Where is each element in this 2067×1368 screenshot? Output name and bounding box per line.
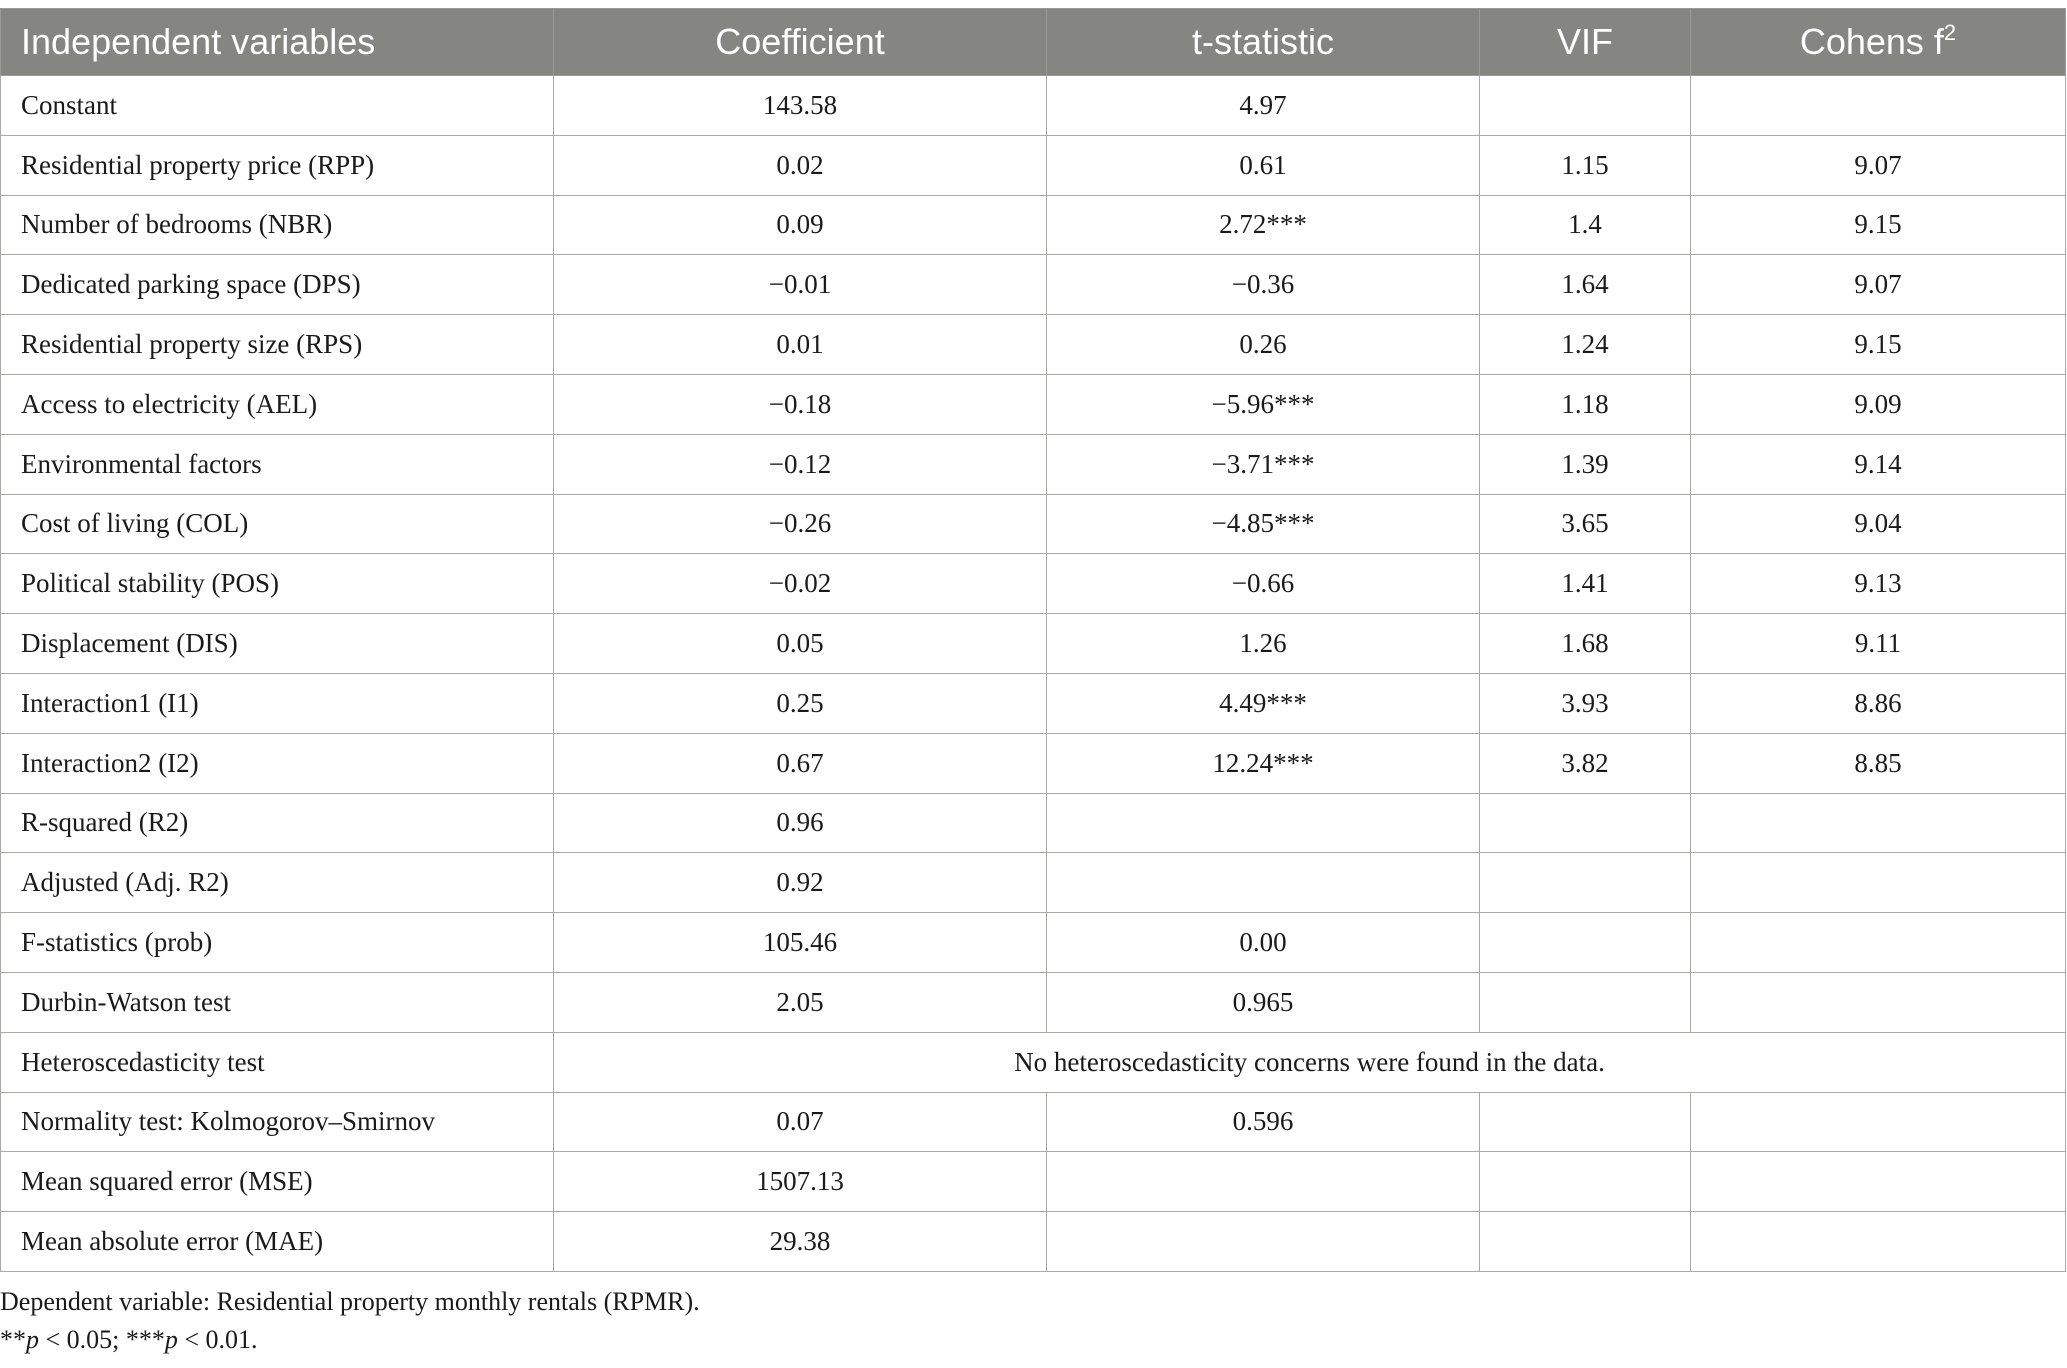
- vif-cell: [1480, 793, 1691, 853]
- cohens-f2-cell: 9.13: [1691, 554, 2066, 614]
- vif-cell: [1480, 76, 1691, 136]
- vif-cell: 3.65: [1480, 494, 1691, 554]
- cohens-f2-cell: [1691, 76, 2066, 136]
- row-label-cell: Displacement (DIS): [1, 614, 554, 674]
- table-row: [1, 733, 2066, 793]
- table-row: [1, 614, 2066, 674]
- vif-cell: [1480, 1152, 1691, 1212]
- cohens-f2-cell: [1691, 853, 2066, 913]
- coefficient-cell: 0.09: [554, 195, 1047, 255]
- coefficient-cell: 2.05: [554, 972, 1047, 1032]
- vif-cell: 1.18: [1480, 374, 1691, 434]
- vif-cell: [1480, 1212, 1691, 1272]
- header-cohens-f2-text: Cohens f: [1799, 21, 1944, 62]
- t-statistic-cell: −4.85***: [1047, 494, 1480, 554]
- row-label-cell: Mean squared error (MSE): [1, 1152, 554, 1212]
- footnote-significance: [0, 1321, 700, 1359]
- vif-cell: 1.4: [1480, 195, 1691, 255]
- cohens-f2-cell: 9.15: [1691, 315, 2066, 375]
- vif-cell: 3.82: [1480, 733, 1691, 793]
- table-row: [1, 315, 2066, 375]
- row-label-cell: Mean absolute error (MAE): [1, 1212, 554, 1272]
- table-row: [1, 554, 2066, 614]
- cohens-f2-cell: [1691, 1152, 2066, 1212]
- t-statistic-cell: 0.26: [1047, 315, 1480, 375]
- coefficient-cell: 143.58: [554, 76, 1047, 136]
- row-label-cell: R-squared (R2): [1, 793, 554, 853]
- row-label-cell: Heteroscedasticity test: [1, 1032, 554, 1092]
- coefficient-cell: 0.25: [554, 673, 1047, 733]
- row-label-cell: Access to electricity (AEL): [1, 374, 554, 434]
- header-cohens-f2-superscript: 2: [1943, 20, 1957, 45]
- header-coefficient: Coefficient: [554, 9, 1047, 76]
- footnote-sig-b-rest: < 0.01.: [177, 1325, 258, 1354]
- table-row: [1, 913, 2066, 973]
- footnote-sig-a-stars: **: [0, 1325, 26, 1354]
- regression-table-container: [0, 8, 2065, 1272]
- coefficient-cell: 105.46: [554, 913, 1047, 973]
- table-row: [1, 853, 2066, 913]
- header-row: [1, 9, 2066, 76]
- coefficient-cell: 0.02: [554, 135, 1047, 195]
- cohens-f2-cell: [1691, 1092, 2066, 1152]
- cohens-f2-cell: [1691, 793, 2066, 853]
- row-label-cell: Residential property price (RPP): [1, 135, 554, 195]
- table-row: [1, 255, 2066, 315]
- row-label-cell: Normality test: Kolmogorov–Smirnov: [1, 1092, 554, 1152]
- t-statistic-cell: [1047, 853, 1480, 913]
- header-independent-variables: Independent variables: [1, 9, 554, 76]
- t-statistic-cell: [1047, 793, 1480, 853]
- cohens-f2-cell: 8.85: [1691, 733, 2066, 793]
- t-statistic-cell: [1047, 1152, 1480, 1212]
- vif-cell: [1480, 972, 1691, 1032]
- t-statistic-cell: 0.965: [1047, 972, 1480, 1032]
- table-row: [1, 374, 2066, 434]
- footnote-sig-a-p: p: [26, 1325, 39, 1354]
- cohens-f2-cell: [1691, 1212, 2066, 1272]
- t-statistic-cell: 12.24***: [1047, 733, 1480, 793]
- table-row: [1, 972, 2066, 1032]
- vif-cell: 1.15: [1480, 135, 1691, 195]
- row-label-cell: Durbin-Watson test: [1, 972, 554, 1032]
- vif-cell: 3.93: [1480, 673, 1691, 733]
- header-t-statistic: t-statistic: [1047, 9, 1480, 76]
- t-statistic-cell: 0.61: [1047, 135, 1480, 195]
- vif-cell: 1.41: [1480, 554, 1691, 614]
- row-label-cell: Cost of living (COL): [1, 494, 554, 554]
- row-label-cell: Interaction2 (I2): [1, 733, 554, 793]
- footnote-sig-b-stars: ***: [125, 1325, 165, 1354]
- t-statistic-cell: −0.36: [1047, 255, 1480, 315]
- t-statistic-cell: −5.96***: [1047, 374, 1480, 434]
- cohens-f2-cell: 9.09: [1691, 374, 2066, 434]
- table-row: [1, 1092, 2066, 1152]
- coefficient-cell: −0.01: [554, 255, 1047, 315]
- coefficient-cell: 0.05: [554, 614, 1047, 674]
- vif-cell: 1.68: [1480, 614, 1691, 674]
- coefficient-cell: −0.02: [554, 554, 1047, 614]
- t-statistic-cell: 4.97: [1047, 76, 1480, 136]
- vif-cell: 1.24: [1480, 315, 1691, 375]
- cohens-f2-cell: 9.15: [1691, 195, 2066, 255]
- cohens-f2-cell: 9.07: [1691, 135, 2066, 195]
- coefficient-cell: 0.01: [554, 315, 1047, 375]
- vif-cell: [1480, 913, 1691, 973]
- table-row: [1, 673, 2066, 733]
- table-row: [1, 1212, 2066, 1272]
- cohens-f2-cell: 9.14: [1691, 434, 2066, 494]
- t-statistic-cell: −3.71***: [1047, 434, 1480, 494]
- vif-cell: 1.39: [1480, 434, 1691, 494]
- coefficient-cell: −0.18: [554, 374, 1047, 434]
- footnote-sig-b-p: p: [164, 1325, 178, 1354]
- header-vif: VIF: [1480, 9, 1691, 76]
- t-statistic-cell: 0.00: [1047, 913, 1480, 973]
- footnote-dependent-variable: Dependent variable: Residential property monthly rentals (RPMR).: [0, 1287, 700, 1316]
- footnote-sig-a-rest: < 0.05;: [39, 1325, 126, 1354]
- vif-cell: 1.64: [1480, 255, 1691, 315]
- row-label-cell: Dedicated parking space (DPS): [1, 255, 554, 315]
- table-row: [1, 494, 2066, 554]
- coefficient-cell: 1507.13: [554, 1152, 1047, 1212]
- row-label-cell: Political stability (POS): [1, 554, 554, 614]
- header-cohens-f2: [1691, 9, 2066, 76]
- coefficient-cell: 0.92: [554, 853, 1047, 913]
- t-statistic-cell: 4.49***: [1047, 673, 1480, 733]
- regression-table: [0, 8, 2066, 1272]
- coefficient-cell: −0.12: [554, 434, 1047, 494]
- cohens-f2-cell: 9.07: [1691, 255, 2066, 315]
- row-label-cell: Adjusted (Adj. R2): [1, 853, 554, 913]
- table-row: [1, 434, 2066, 494]
- t-statistic-cell: 2.72***: [1047, 195, 1480, 255]
- cohens-f2-cell: [1691, 972, 2066, 1032]
- table-row: [1, 1032, 2066, 1092]
- t-statistic-cell: [1047, 1212, 1480, 1272]
- vif-cell: [1480, 1092, 1691, 1152]
- cohens-f2-cell: 9.04: [1691, 494, 2066, 554]
- coefficient-cell: −0.26: [554, 494, 1047, 554]
- cohens-f2-cell: 8.86: [1691, 673, 2066, 733]
- table-row: [1, 1152, 2066, 1212]
- row-label-cell: Environmental factors: [1, 434, 554, 494]
- table-row: [1, 195, 2066, 255]
- table-body: [1, 76, 2066, 1272]
- table-row: [1, 793, 2066, 853]
- vif-cell: [1480, 853, 1691, 913]
- row-label-cell: F-statistics (prob): [1, 913, 554, 973]
- t-statistic-cell: 1.26: [1047, 614, 1480, 674]
- coefficient-cell: 29.38: [554, 1212, 1047, 1272]
- row-label-cell: Number of bedrooms (NBR): [1, 195, 554, 255]
- table-footnotes: [0, 1283, 700, 1359]
- table-row: [1, 76, 2066, 136]
- row-label-cell: Interaction1 (I1): [1, 673, 554, 733]
- t-statistic-cell: −0.66: [1047, 554, 1480, 614]
- merged-note-cell: No heteroscedasticity concerns were found in the data.: [554, 1032, 2066, 1092]
- coefficient-cell: 0.96: [554, 793, 1047, 853]
- row-label-cell: Constant: [1, 76, 554, 136]
- row-label-cell: Residential property size (RPS): [1, 315, 554, 375]
- coefficient-cell: 0.67: [554, 733, 1047, 793]
- coefficient-cell: 0.07: [554, 1092, 1047, 1152]
- cohens-f2-cell: [1691, 913, 2066, 973]
- t-statistic-cell: 0.596: [1047, 1092, 1480, 1152]
- cohens-f2-cell: 9.11: [1691, 614, 2066, 674]
- table-row: [1, 135, 2066, 195]
